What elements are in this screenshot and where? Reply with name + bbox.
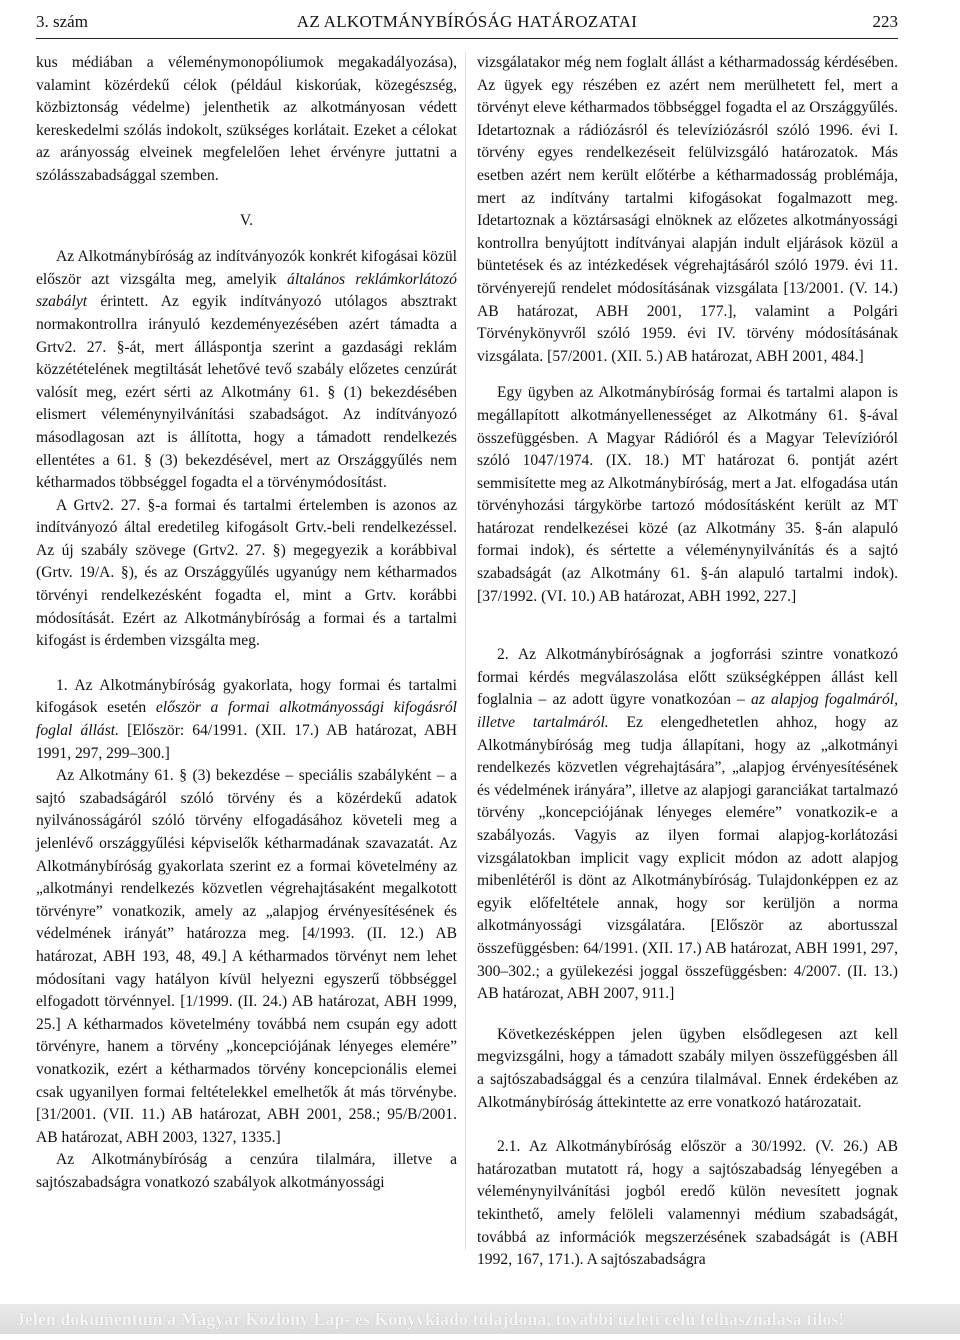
- running-title: AZ ALKOTMÁNYBÍRÓSÁG HATÁROZATAI: [296, 12, 638, 31]
- emphasis: először a formai alkotmányossági kifogásról foglal állást.: [36, 699, 457, 740]
- page-header: [36, 8, 898, 39]
- column-divider: [465, 52, 466, 1250]
- issue-label: 3. szám: [36, 12, 88, 31]
- paragraph: Az Alkotmánybíróság az indítványozók konkrét kifogásai közül először azt vizsgálta meg, amelyik általános reklámkorlátozó szabályt érintett. Az egyik indítványozó utólagos absztrakt normakontrollra irányuló kezdeményezésében azért támadta a Grtv2. 27. §-át, mert álláspontja szerint a gazdasági reklám közzétételének megtiltását lehetővé tevő szabály előzetes cenzúrát valósít meg, ezért sérti az Alkotmány 61. § (1) bekezdésében elismert véleménynyilvánítási szabadságot. Az indítványozó másodlagosan azt is állította, hogy a támadott rendelkezés ellentétes a 61. § (3) bekezdésével, mert az Országgyűlés nem kétharmados többséggel fogadta el a törvénymódosítást.: [36, 248, 457, 492]
- page-number: 223: [872, 12, 898, 31]
- watermark-text: Jelen dokumentum a Magyar Közlöny Lap- és Könyvkiadó tulajdona, további üzleti célú felhasználása tilos!: [16, 1309, 845, 1329]
- paragraph: 1. Az Alkotmánybíróság gyakorlata, hogy formai és tartalmi kifogások esetén először a formai alkotmányossági kifogásról foglal állást. [Először: 64/1991. (XII. 17.) AB határozat, ABH 1991, 297, 299–300.]: [36, 676, 457, 762]
- right-column: [477, 52, 898, 1272]
- emphasis: általános reklámkorlátozó szabályt: [36, 270, 457, 311]
- paragraph: vizsgálatakor még nem foglalt állást a kétharmadosság kérdésében. Az ügyek egy részében ez azért nem merülhetett fel, mert a törvényt eleve kétharmados többséggel fogadta el az Országgyűlés. Idetartoznak a rádiózásról és televíziózásról szóló 1996. évi I. törvény egyes rendelkezéseit felülvizsgáló határozatok. Más esetben azért nem került előtérbe a kétharmadosság problémája, mert az indítvány tartalmi kifogásokat fogalmazott meg. Idetartoznak a köztársasági elnöknek az előzetes alkotmányossági kontrollra benyújtott indítványai alapján indult eljárások közül a büntetések és az intézkedések végrehajtásáról szóló 1979. évi 11. törvényerejű rendelet módosításának vizsgálata [13/2001. (V. 14.) AB határozat, ABH 2001, 177.], valamint a Polgári Törvénykönyvről szóló 1959. évi IV. törvény módosításának vizsgálata. [57/2001. (XII. 5.) AB határozat, ABH 2001, 484.]: [477, 54, 898, 365]
- paragraph: Az Alkotmány 61. § (3) bekezdése – speciális szabályként – a sajtó szabadságáról szóló törvény és a közérdekű adatok nyilvánosságáról szóló törvény elfogadásához követeli meg a jelenlévő országgyűlési képviselők kétharmadának szavazatát. Az Alkotmánybíróság gyakorlata szerint ez a formai követelmény az „alkotmányi rendelkezés közvetlen végrehajtásaként megalkotott törvényre” vonatkozik, amely az „alapjog érvényesítésének és védelmének irányát” határozza meg. [4/1993. (II. 12.) AB határozat, ABH 193, 48, 49.] A kétharmados törvényt nem lehet módosítani vagy hatályon kívül helyezni egyszerű többséggel elfogadott törvénnyel. [1/1999. (II. 24.) AB határozat, ABH 1999, 25.] A kétharmados követelmény továbbá nem csupán egy adott törvényre, hanem a törvény „koncepciójának lényeges elemére” vonatkozik, ezért a kétharmados törvény koncepcionális elemei csak ugyanilyen formai feltételekkel emelhetők át más törvénybe. [31/2001. (VII. 11.) AB határozat, ABH 2001, 258.; 95/B/2001. AB határozat, ABH 2003, 1327, 1335.]: [36, 767, 457, 1146]
- paragraph: Egy ügyben az Alkotmánybíróság formai és tartalmi alapon is megállapított alkotmányellenességet az Alkotmány 61. §-ával összefüggésben. A Magyar Rádióról és a Magyar Televízióról szóló 1047/1974. (IX. 18.) MT határozat 6. pontját azért semmisítette meg az Alkotmánybíróság, mert a Jat. elfogadása után törvényhozási tárgykörbe tartozó módosításként került az MT határozat rendelkezései közé (az Alkotmány 35. §-án alapuló formai indok), és sértette a véleménynyilvánítás és a sajtó szabadságát (az Alkotmány 61. §-án alapuló tartalmi indok). [37/1992. (VI. 10.) AB határozat, ABH 1992, 227.]: [477, 384, 898, 605]
- paragraph: kus médiában a véleménymonopóliumok megakadályozása), valamint közérdekű célok (például kiskorúak, közegészség, közbiztonság védelme) jelenthetik az alkotmányosan védett kereskedelmi szólás indokolt, szükséges korlátait. Ezeket a célokat az arányosság elveinek megfelelően lehet érvényre juttatni a szólásszabadsággal szemben.: [36, 54, 457, 184]
- emphasis: az alapjog fogalmáról, illetve tartalmáról.: [477, 691, 898, 732]
- paragraph: Az Alkotmánybíróság a cenzúra tilalmára, illetve a sajtószabadságra vonatkozó szabályok alkotmányossági: [36, 1151, 457, 1191]
- section-heading: V.: [239, 211, 254, 229]
- paragraph: A Grtv2. 27. §-a formai és tartalmi értelemben is azonos az indítványozó által eredetileg kifogásolt Grtv.-beli rendelkezéssel. Az új szabály szövege (Grtv2. 27. §) megegyezik a korábbival (Grtv. 19/A. §), és az Országgyűlés ugyanúgy nem kétharmados törvényi rendelkezésként fogadta el, mint a Grtv. korábbi módosítását. Ezért az Alkotmánybíróság a formai és a tartalmi kifogást is érdemben vizsgálta meg.: [36, 496, 457, 650]
- paragraph: 2.1. Az Alkotmánybíróság először a 30/1992. (V. 26.) AB határozatban mutatott rá, hogy a sajtószabadság lényegében a véleménynyilvánítási jogból eredő külön nevesített jognak tekinthető, amely felöleli valamennyi médium szabadságát, továbbá az információk megszerzésének szabadságát is (ABH 1992, 167, 171.). A sajtószabadságra: [477, 1138, 898, 1269]
- paragraph: Következésképpen jelen ügyben elsődlegesen azt kell megvizsgálni, hogy a támadott szabály milyen összefüggésben áll a sajtószabadsággal és a cenzúra tilalmával. Ennek érdekében az Alkotmánybíróság áttekintette az erre vonatkozó határozatait.: [477, 1025, 898, 1111]
- paragraph: 2. Az Alkotmánybíróságnak a jogforrási szintre vonatkozó formai kérdés megválaszolása előtt szükségképpen állást kell foglalnia – az adott ügyre vonatkozóan – az alapjog fogalmáról, illetve tartalmáról. Ez elengedhetetlen ahhoz, hogy az Alkotmánybíróság meg tudja állapítani, hogy az „alkotmányi rendelkezés közvetlen végrehajtására”, „alapjog érvényesítésének és védelmének irányára”, illetve az alapjogi garanciákat tartalmazó törvény „koncepciójának lényeges elemére” vonatkozik-e a szabályozás. Vagyis az ilyen formai alapjog-korlátozási vizsgálatokban implicit vagy explicit módon az adott alapjog mibenlétéről is dönt az Alkotmánybíróság. Tulajdonképpen ez az egyik előfeltétele annak, hogy sor kerüljön a norma alkotmányossági vizsgálatára. [Először az abortusszal összefüggésben: 64/1991. (XII. 17.) AB határozat, ABH 1991, 297, 300–302.; a gyülekezési joggal összefüggésben: 4/2007. (II. 13.) AB határozat, ABH 2007, 911.]: [477, 646, 898, 1003]
- left-column: [36, 52, 457, 1195]
- watermark-banner: [0, 1304, 960, 1334]
